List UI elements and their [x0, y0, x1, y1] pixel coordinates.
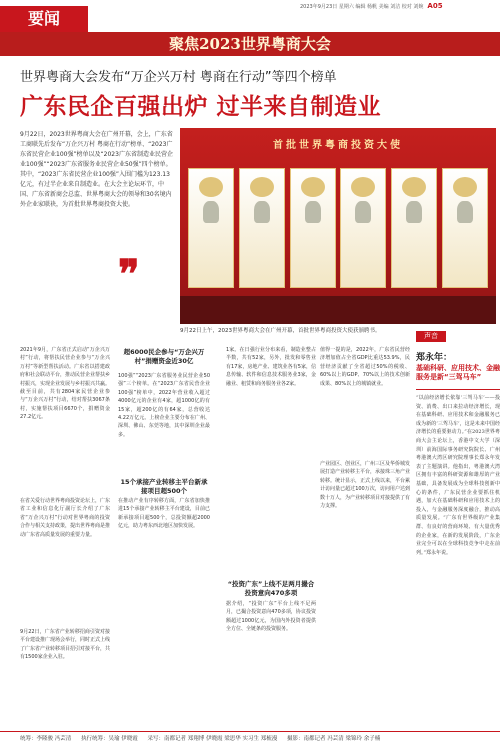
award-certificate — [340, 168, 386, 288]
dateline-text: 2023年9月23日 星期六 编辑 杨帆 美编 刘洁 校对 刘婉 — [300, 4, 424, 10]
section-tag: 要闻 — [0, 6, 88, 32]
sidebar-divider — [416, 389, 500, 390]
quote-mark-icon: ❞ — [118, 251, 140, 298]
photo-backdrop-title: 首批世界粤商投资大使 — [273, 140, 403, 151]
section-subtitle: 超6000民企参与“万企兴万村”捐赠资金近30亿 — [123, 348, 205, 365]
body-text-column: 1家。在日强行业分布来看，制造业整占半数，共有52家，另外，批发和零售业有17家，房地产业、建筑业各有5家，信息传输、软件和信息技术服务业3家，金融业、租赁和商务服务业各2家。 — [226, 347, 316, 387]
body-text-column: 2021年9月，广东省正式启动“万企兴万村”行动，将帮扶民营企业参与“万企兴万村”等新型帮扶活动。广东省以搭建政府和社会联动平台，推动民营企业帮扶乡村振兴，实现企业发展与乡村振兴共赢。截至目前，共有2804家民营企业参与“万企兴万村”行动，结对帮扶3067条村，实施帮扶项目6670个，捐赠资金27.2亿元。 — [20, 347, 111, 421]
event-photo — [180, 128, 496, 324]
award-certificate — [442, 168, 488, 288]
award-certificate — [391, 168, 437, 288]
footer-divider — [0, 731, 500, 732]
credit-item: 执行统筹：吴瑜 伊晓霞 — [81, 736, 138, 742]
body-text-column: 值得一提的是，2022年，广东省民营经济增加值占全省GDP比重达53.9%，民营经济贡献了全省超过50%的税收、60%以上的GDP、70%以上的技术创新成果、80%以上的城镇就业。 — [320, 347, 410, 387]
award-certificate — [188, 168, 234, 288]
body-text-column: 在推动产业有序转移方面，广东省加快推进15个承接产业转移主平台建设，目前已新承接项目超500个，总投资额超2000亿元，助力粤东西北地区加快发展。 — [118, 498, 210, 530]
banner-title: 聚焦2023世界粤商大会 — [169, 35, 331, 53]
sidebar-author: 郑永年： — [416, 353, 453, 363]
dateline — [300, 2, 443, 10]
sidebar-title: 基础科研、应用技术、金融服务是新“三驾马车” — [416, 364, 500, 381]
article-subhead: 世界粤商大会发布“万企兴万村 粤商在行动”等四个榜单 — [20, 70, 337, 85]
credit-item: 采写：南都记者 郑翔博 伊晓霞 梁思华 实习生 郑梳漫 — [147, 736, 278, 742]
stage-floor — [180, 296, 496, 324]
article-headline: 广东民企百强出炉 过半来自制造业 — [20, 94, 382, 120]
credit-item: 统筹：李隆骏 冯芸清 — [20, 736, 72, 742]
award-certificates — [186, 168, 490, 286]
body-text-column: 在省关爱行动世界粤商投资论坛上，广东省工业和信息化厅副厅长介绍了广东省“万企兴万村”行动对世界粤商的投资合作与相关支持政策，提出世界粤商是推动广东省高质量发展的重要力量。 — [20, 498, 111, 538]
section-subtitle: “投资广东”上线不足两月撮合投资意向470多项 — [227, 580, 315, 597]
body-text-column: 100强”“2023广东省服务业民营企业50强”三个榜单。在“2023广东省民营企业100强”榜单中，2022年营业收入超过4000亿元的企业有4家，超1000亿的有15家，超200亿的有64家，总营收达4.22万亿元。上榜企业主要分布在广州、深圳、佛山、东莞等地，其中深圳企业最多。 — [118, 373, 210, 438]
body-text-column: 产业园区、创业区，广州三区及华侨城发展打造产业转移主平台，承接珠三角产业转移。统计显示，正式上线以来，平台累计访问量已超过100万次，访问用户达到数十万人，为产业转移项目对接提供了有力支撑。 — [320, 461, 411, 510]
photo-caption: 9月22日上午，2023世界粤商大会在广州开幕，首批世界粤商投资大使获颁聘书。 — [180, 328, 381, 334]
sidebar-body: “以前经济增长依靠‘三驾马车’——投资、消费、出口来拉动经济增长，现在基础科研、应用技术和金融服务已成为新的‘三驾马车’，这是未来中国经济增长的重要驱动力。”在2023世界粤商大会主论坛上，香港中文大学（深圳）前海国际事务研究院院长、广州粤港澳大湾区研究院理事长郑永年发表了主题演讲。他指出，粤港澳大湾区拥有丰富的科研资源和雄厚的产业基础，具备发展成为全球科技创新中心的条件，广东民营企业要抓住机遇，加大在基础科研和应用技术上的投入，与金融服务深度融合，推动高质量发展。“广东有世界级的产业集群、有良好的营商环境、有大量优秀的企业家，在新的发展阶段，广东企业完全可以在全球科技竞争中走在前列。”郑永年说。 — [416, 395, 500, 556]
award-certificate — [290, 168, 336, 288]
award-certificate — [239, 168, 285, 288]
body-text-column: 9月22日，广东省产业转移招商引资对接平台建设推广现场会举行，同时正式上线了广东省产业转移项目招引对接平台，共有1500家企业入驻。 — [20, 629, 111, 661]
article-lead: 9月22日，2023世界粤商大会在广州开幕，会上，广东省工商联先后发布“万企兴万村 粤商在行动”榜单、“2023广东省民营企业100强”榜单以及“2023广东省制造业民营企业100强”“2023广东省服务业民营企业50强”四个榜单。其中，“2023广东省民营企业100强”入围门槛为123.13亿元，有过半企业来自制造业。在大会主论坛环节，中国、广东省新商会总监、世界粤商大会的领导和30名境内外企业家联袂，为首批世界粤商投资大使。 — [20, 131, 173, 208]
credit-item: 摄影：南都记者 冯芸清 梁锦玲 余子楠 — [287, 736, 381, 742]
page-header — [0, 0, 500, 30]
body-text-column: 据介绍，“投资广东”平台上线不足两月，已撮合投资意向470多项，协议投资额超过1000亿元，为国内外投资者提供全方位、全链条的投资服务。 — [226, 601, 316, 633]
page-number: A05 — [427, 2, 443, 10]
section-subtitle: 15个承接产业转移主平台新承接项目超500个 — [120, 478, 208, 495]
credits-footer — [20, 734, 500, 742]
sidebar-tag: 声音 — [416, 331, 446, 342]
